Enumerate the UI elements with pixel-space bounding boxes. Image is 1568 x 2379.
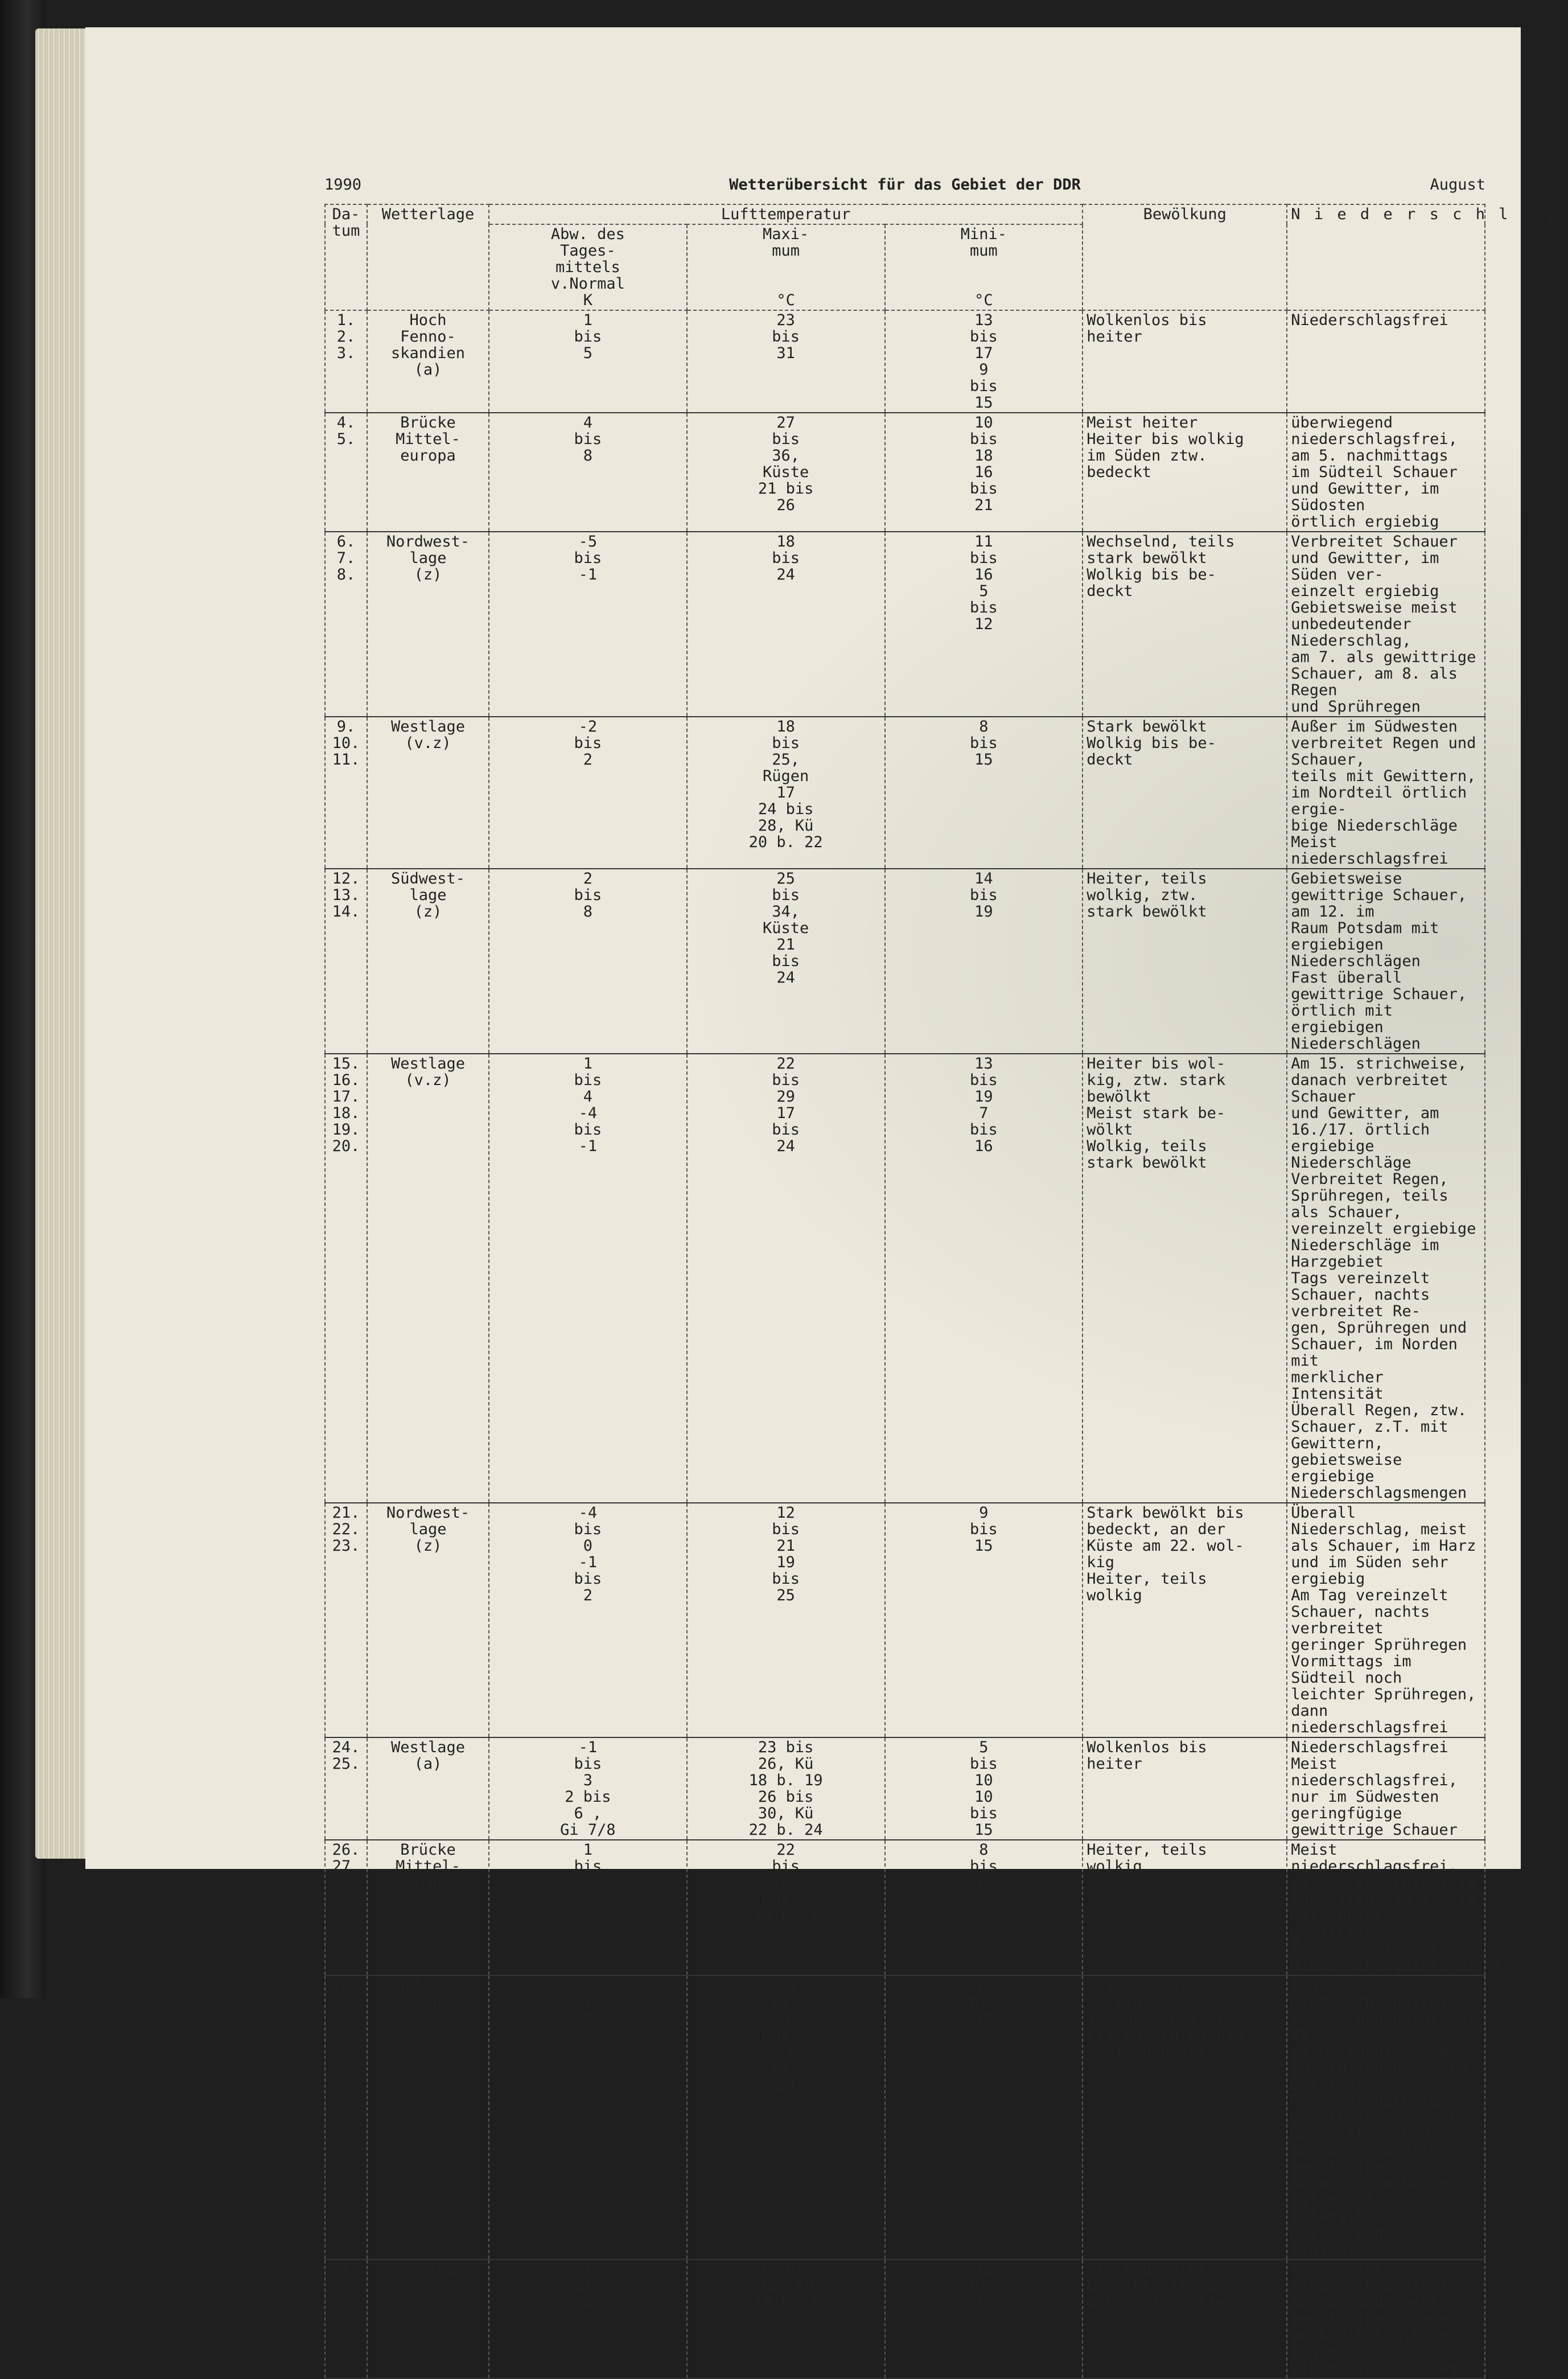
- document-page: [85, 27, 1568, 2377]
- cell-minimum: 13 bis 19 7 bis 16: [885, 1054, 1083, 1503]
- cell-bewoelkung: Stark bewölkt Wolkig bis be- deckt: [1083, 717, 1287, 869]
- cell-abweichung: 1 bis 4 -4 bis -1: [489, 1054, 687, 1503]
- cell-abweichung: -4 bis 0 -1 bis 2: [489, 1503, 687, 1737]
- cell-wetterlage: Brücke Mittel- europa: [367, 1840, 489, 1975]
- cell-abweichung: 1 bis 4: [489, 1840, 687, 1975]
- table-row: [325, 1737, 1485, 1840]
- cell-niederschlag: Meist niederschlagsfrei, am 26. vereinzelt im Südwesten, am 27. im Harzgebiet gewittrige Schauer mit geringer Niederschlagsintensität: [1287, 1840, 1485, 1975]
- content-area: [324, 176, 1568, 2377]
- cell-bewoelkung: Wolkenlos bis heiter: [1083, 310, 1287, 413]
- cell-abweichung: 4 bis 8: [489, 413, 687, 532]
- cell-wetterlage: Nordwest- lage (z): [367, 1503, 489, 1737]
- cell-niederschlag: Gebietsweise gewittrige Schauer, am 12. im Raum Potsdam mit ergiebigen Niederschlägen Fast überall gewittrige Schauer, örtlich mit ergiebigen Niederschlägen: [1287, 869, 1485, 1054]
- col-wetterlage-header: Wetterlage: [367, 204, 489, 310]
- page-header: [324, 176, 1485, 204]
- cell-dates: 28. 29. 30.: [325, 1975, 367, 2259]
- cell-minimum: 8 bis 15: [885, 717, 1083, 869]
- cell-bewoelkung: Meist heiter Heiter bis wolkig im Süden ztw. bedeckt: [1083, 413, 1287, 532]
- cell-bewoelkung: Heiter bis wol- kig, ztw. stark bewölkt Meist stark be- wölkt Wolkig, teils stark bewölkt: [1083, 1054, 1287, 1503]
- table-row: [325, 532, 1485, 717]
- table-head: [325, 204, 1568, 310]
- table-body: [325, 310, 1504, 2378]
- cell-niederschlag: Niederschlagsfrei Meist niederschlagsfrei, nur im Südwesten geringfügige gewittrige Schauer: [1287, 1737, 1485, 1840]
- cell-wetterlage: Südwest- lage (a): [367, 1975, 489, 2259]
- cell-dates: 6. 7. 8.: [325, 532, 367, 717]
- cell-dates: 4. 5.: [325, 413, 367, 532]
- cell-bewoelkung: Heiter, teils wolkig: [1083, 1840, 1287, 1975]
- cell-maximum: 18 bis 25, Rügen 17 24 bis 28, Kü 20 b. 22: [687, 717, 885, 869]
- cell-abweichung: -1 bis 3 2 bis 6 , Gi 7/8: [489, 1737, 687, 1840]
- cell-dates: 9. 10. 11.: [325, 717, 367, 869]
- cell-minimum: 10 bis 18: [885, 1975, 1083, 2259]
- cell-niederschlag: Überall Niederschlag, meist als Schauer, im Harz und im Süden sehr ergiebig Am Tag vereinzelt Schauer, nachts verbreitet geringer Sprühregen Vormittags im Südteil noch leichter Sprühregen, dann niederschlagsfrei: [1287, 1503, 1485, 1737]
- cell-niederschlag: Verbreitet Schauer und Gewitter, im Süden ver- einzelt ergiebig Gebietsweise meist unbedeutender Niederschlag, am 7. als gewittrige Schauer, am 8. als Regen und Sprühregen: [1287, 532, 1485, 717]
- cell-minimum: 11 bis 16 5 bis 12: [885, 532, 1083, 717]
- cell-abweichung: 2 bis 8: [489, 869, 687, 1054]
- cell-wetterlage: Westlage (z): [367, 2259, 489, 2378]
- cell-minimum: 9 bis 15: [885, 1503, 1083, 1737]
- col-lufttemperatur-header: Lufttemperatur: [489, 204, 1083, 224]
- cell-wetterlage: Hoch Fenno- skandien (a): [367, 310, 489, 413]
- table-row: [325, 717, 1485, 869]
- cell-wetterlage: Südwest- lage (z): [367, 869, 489, 1054]
- header-year: 1990: [324, 176, 362, 194]
- cell-dates: 12. 13. 14.: [325, 869, 367, 1054]
- cell-maximum: 22 bis 28, Küste 19 b.23: [687, 1840, 885, 1975]
- cell-maximum: 23 bis 31: [687, 310, 885, 413]
- cell-minimum: 8 bis 16: [885, 1840, 1083, 1975]
- cell-bewoelkung: Stark bewölkt bis bedeckt, im Süden ört. aufgeheitert: [1083, 2259, 1287, 2378]
- cell-minimum: 12 bis 17: [885, 2259, 1083, 2378]
- cell-maximum: 25 bis 34, Küste 21 bis 24: [687, 869, 885, 1054]
- col-maximum-header: Maxi- mum °C: [687, 224, 885, 310]
- table-row: [325, 1503, 1485, 1737]
- cell-niederschlag: überwiegend niederschlagsfrei, am 5. nachmittags im Südteil Schauer und Gewitter, im Südosten örtlich ergiebig: [1287, 413, 1485, 532]
- cell-maximum: 23 bis 28, Kü 19 b.22: [687, 2259, 885, 2378]
- cell-abweichung: 3 bis 8: [489, 1975, 687, 2259]
- table-row: [325, 310, 1485, 413]
- cell-dates: 26. 27.: [325, 1840, 367, 1975]
- cell-minimum: 5 bis 10 10 bis 15: [885, 1737, 1083, 1840]
- cell-dates: 1. 2. 3.: [325, 310, 367, 413]
- cell-dates: 15. 16. 17. 18. 19. 20.: [325, 1054, 367, 1503]
- header-title: Wetterübersicht für das Gebiet der DDR: [729, 176, 1081, 194]
- table-row: [325, 1840, 1485, 1975]
- cell-minimum: 13 bis 17 9 bis 15: [885, 310, 1083, 413]
- table-row: [325, 413, 1485, 532]
- cell-niederschlag: Am 15. strichweise, danach verbreitet Schauer und Gewitter, am 16./17. örtlich ergiebige Niederschläge Verbreitet Regen, Sprühregen, teils als Schauer, vereinzelt ergiebige Niederschläge im Harzgebiet Tags vereinzelt Schauer, nachts verbreitet Re- gen, Sprühregen und Schauer, im Norden mit merklicher Intensität Überall Regen, ztw. Schauer, z.T. mit Gewittern, gebietsweise ergiebige Niederschlagsmengen: [1287, 1054, 1485, 1503]
- cell-dates: 31.: [325, 2259, 367, 2378]
- cell-minimum: 14 bis 19: [885, 869, 1083, 1054]
- header-month: August: [1430, 176, 1485, 194]
- cell-wetterlage: Westlage (a): [367, 1737, 489, 1840]
- cell-dates: 21. 22. 23.: [325, 1503, 367, 1737]
- cell-maximum: 18 bis 24: [687, 532, 885, 717]
- cell-maximum: 23 bis 26, Kü 18 b. 19 26 bis 30, Kü 22 b. 24: [687, 1737, 885, 1840]
- cell-dates: 24. 25.: [325, 1737, 367, 1840]
- weather-table: [324, 204, 1568, 2379]
- cell-niederschlag: Außer im Südwesten verbreitet Regen und Schauer, teils mit Gewittern, im Nordteil örtlich ergie- bige Niederschläge Meist niederschlagsfrei: [1287, 717, 1485, 869]
- cell-wetterlage: Nordwest- lage (z): [367, 532, 489, 717]
- col-abweichung-header: Abw. des Tages- mittels v.Normal K: [489, 224, 687, 310]
- cell-maximum: 22 bis 29 17 bis 24: [687, 1054, 885, 1503]
- col-minimum-header: Mini- mum °C: [885, 224, 1083, 310]
- cell-niederschlag: Niederschlagsfrei: [1287, 310, 1485, 413]
- cell-abweichung: 1 bis 5: [489, 310, 687, 413]
- cell-wetterlage: Westlage (v.z): [367, 1054, 489, 1503]
- cell-minimum: 10 bis 18 16 bis 21: [885, 413, 1083, 532]
- cell-bewoelkung: Heiter, teils wolkig Tagsüber heiter bis wolkig,nachts z. T. bedeckt: [1083, 1975, 1287, 2259]
- cell-wetterlage: Westlage (v.z): [367, 717, 489, 869]
- cell-bewoelkung: Wolkenlos bis heiter: [1083, 1737, 1287, 1840]
- col-niederschlag-header: Niederschlag: [1287, 204, 1485, 310]
- cell-bewoelkung: Heiter, teils wolkig, ztw. stark bewölkt: [1083, 869, 1287, 1054]
- cell-abweichung: 1 bis 6: [489, 2259, 687, 2378]
- cell-maximum: 27 bis 36, Küste 21 bis 26: [687, 413, 885, 532]
- cell-maximum: 24 bis 33, Küste 21 bis 23: [687, 1975, 885, 2259]
- cell-bewoelkung: Wechselnd, teils stark bewölkt Wolkig bis be- deckt: [1083, 532, 1287, 717]
- cell-abweichung: -2 bis 2: [489, 717, 687, 869]
- cell-maximum: 12 bis 21 19 bis 25: [687, 1503, 885, 1737]
- cell-niederschlag: Tags meist niederschlagsfrei, abends und nachts gewittrige Schauer, verbreitet mit sehr ergie- bigen Niederschlägen: [1287, 2259, 1485, 2378]
- table-row: [325, 1975, 1485, 2259]
- col-bewoelkung-header: Bewölkung: [1083, 204, 1287, 310]
- table-row: [325, 2259, 1485, 2378]
- table-row: [325, 1054, 1485, 1503]
- cell-abweichung: -5 bis -1: [489, 532, 687, 717]
- cell-wetterlage: Brücke Mittel- europa: [367, 413, 489, 532]
- table-row: [325, 869, 1485, 1054]
- cell-bewoelkung: Stark bewölkt bis bedeckt, an der Küste am 22. wol- kig Heiter, teils wolkig: [1083, 1503, 1287, 1737]
- col-date-header: Da- tum: [325, 204, 367, 310]
- cell-niederschlag: Tags niederschlagsfrei, abends und nachts am 28. im Harzgebiet, am 29. im Süden und im Berliner Raum geringfügige gewittrige Schauer Nachmittags und abends verbreitet gewittrige Schauer, im Norden mit merklicher Intensität, nur vereinzelt ergiebig: [1287, 1975, 1485, 2259]
